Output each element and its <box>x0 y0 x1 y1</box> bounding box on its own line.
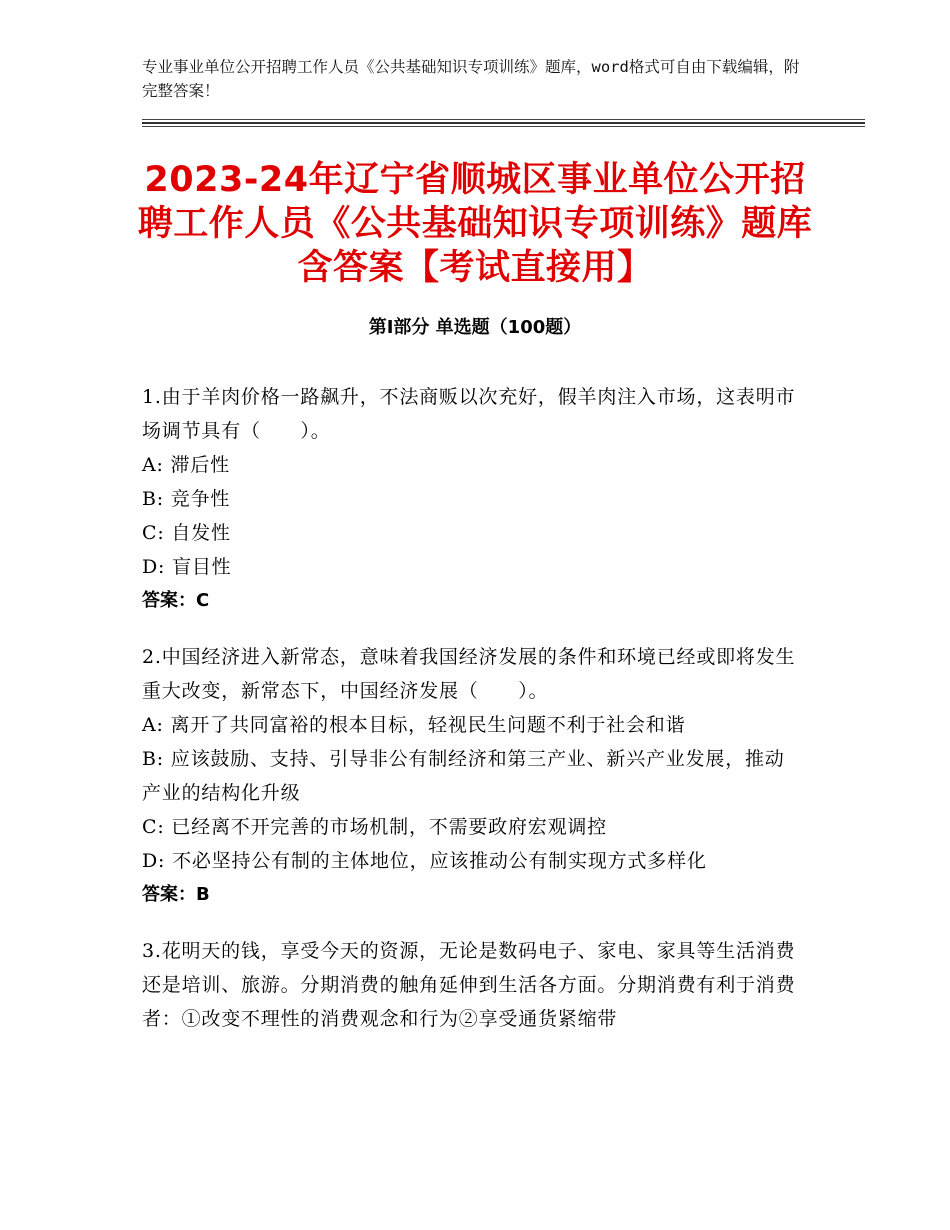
answer-line: 答案：C <box>142 590 210 611</box>
answer-line: 答案：B <box>142 884 210 905</box>
option-b: B: 应该鼓励、支持、引导非公有制经济和第三产业、新兴产业发展，推动产业的结构化升级 <box>142 748 785 804</box>
section-title: 第Ⅰ部分 单选题（100题） <box>368 317 582 338</box>
question-stem: 3.花明天的钱，享受今天的资源，无论是数码电子、家电、家具等生活消费还是培训、旅游。分期消费的触角延伸到生活各方面。分期消费有利于消费者：①改变不理性的消费观念和行为②享受通货紧缩带 <box>142 940 796 1030</box>
header-rule-middle <box>142 122 865 124</box>
document-title: 2023-24年辽宁省顺城区事业单位公开招聘工作人员《公共基础知识专项训练》题库含答案【考试直接用】 <box>137 160 813 288</box>
option-a: A: 滞后性 <box>142 454 230 476</box>
question-1 <box>142 380 802 618</box>
option-c: C: 已经离不开完善的市场机制，不需要政府宏观调控 <box>142 816 607 838</box>
question-2 <box>142 640 802 912</box>
header-note: 专业事业单位公开招聘工作人员《公共基础知识专项训练》题库，word格式可自由下载编辑，附完整答案！ <box>142 58 800 100</box>
option-b: B: 竞争性 <box>142 488 231 510</box>
option-a: A: 离开了共同富裕的根本目标，轻视民生问题不利于社会和谐 <box>142 714 686 736</box>
header-rule-top <box>142 119 865 120</box>
header-rule-bottom <box>142 126 865 127</box>
option-d: D: 盲目性 <box>142 556 232 578</box>
question-stem: 2.中国经济进入新常态，意味着我国经济发展的条件和环境已经或即将发生重大改变，新常态下，中国经济发展（ ）。 <box>142 646 796 702</box>
option-d: D: 不必坚持公有制的主体地位，应该推动公有制实现方式多样化 <box>142 850 707 872</box>
question-3 <box>142 934 802 1036</box>
question-stem: 1.由于羊肉价格一路飙升，不法商贩以次充好，假羊肉注入市场，这表明市场调节具有（ ）。 <box>142 386 796 442</box>
question-list <box>142 380 802 1058</box>
option-c: C: 自发性 <box>142 522 231 544</box>
